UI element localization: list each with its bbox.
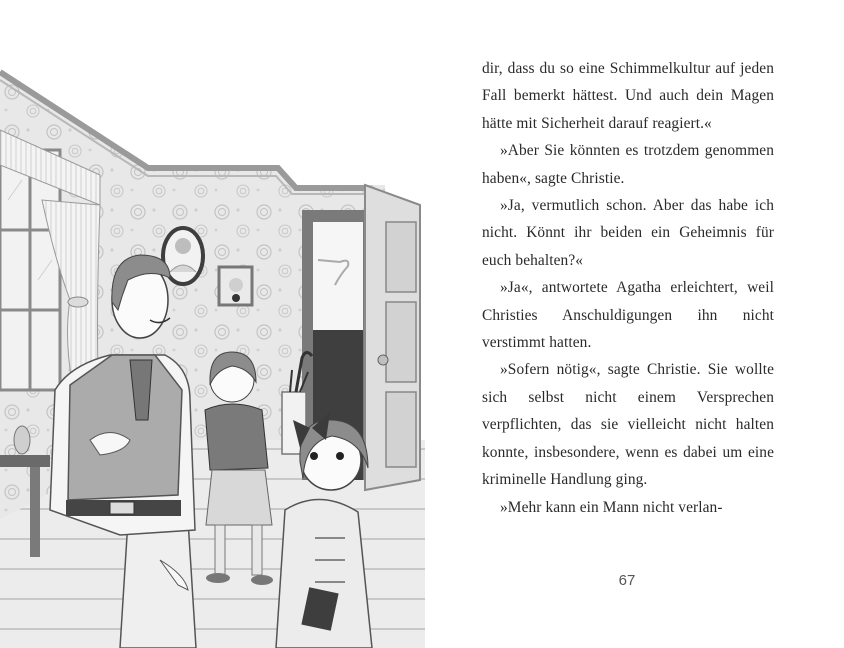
paragraph: »Sofern nötig«, sagte Christie. Sie wollte sich selbst nicht einem Versprechen verpflichten, das sie vielleicht nicht halten konnte, insbesondere, wenn es dabei um eine kriminelle Handlung ging.	[482, 361, 774, 489]
paragraph: »Aber Sie könnten es trotzdem genommen haben«, sagte Christie.	[482, 142, 774, 187]
paragraph: »Ja, vermutlich schon. Aber das habe ich nicht. Könnt ihr beiden ein Geheimnis für euch behalten?«	[482, 197, 774, 269]
paragraph: »Ja«, antwortete Agatha erleichtert, weil Christies Anschuldigungen ihn nicht verstimmt hatten.	[482, 279, 774, 352]
paragraph: dir, dass du so eine Schimmelkultur auf jeden Fall bemerkt hättest. Und auch dein Magen hätte mit Sicherheit darauf reagiert.«	[482, 60, 774, 132]
page-number: 67	[618, 572, 636, 589]
paragraph: »Mehr kann ein Mann nicht verlan-	[500, 498, 723, 516]
story-text	[482, 55, 774, 521]
